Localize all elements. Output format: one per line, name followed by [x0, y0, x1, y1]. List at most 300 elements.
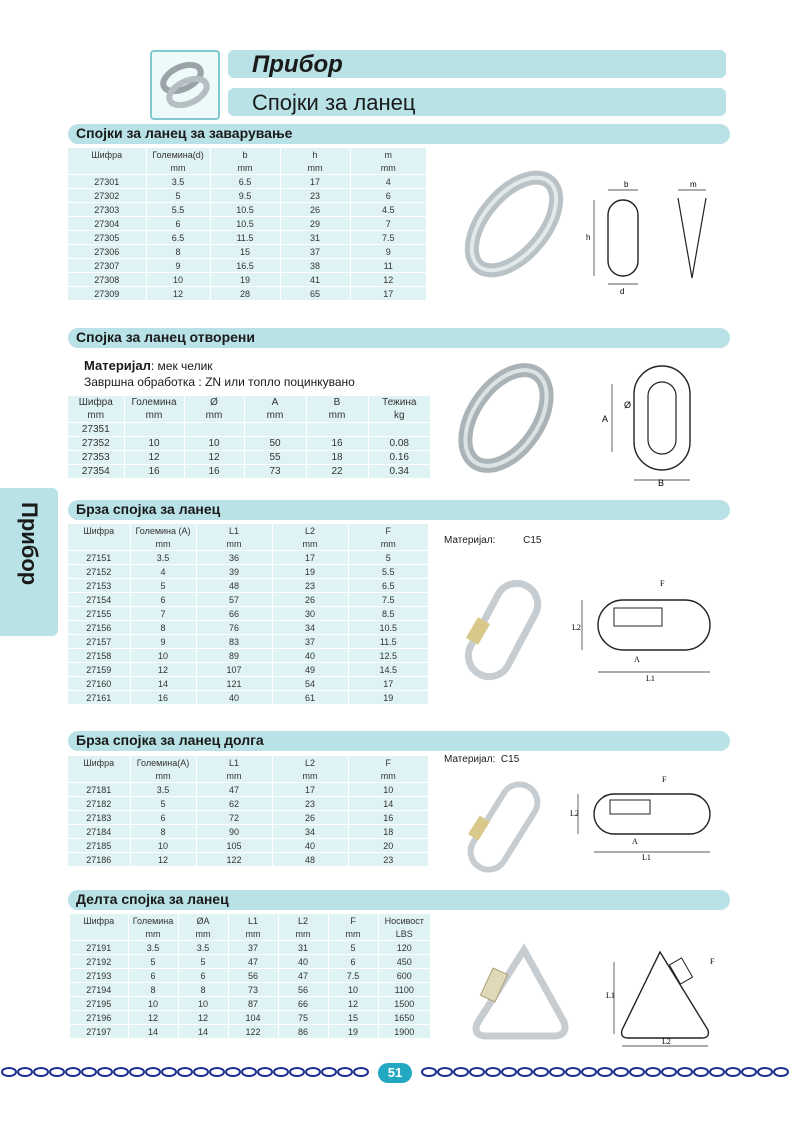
table-header-cell: mm	[348, 537, 428, 551]
chain-link-mark	[662, 1068, 676, 1076]
table-cell: 27155	[68, 607, 130, 621]
table-cell: 27159	[68, 663, 130, 677]
table-header-cell: mm	[228, 927, 278, 941]
table-cell: 16	[124, 465, 184, 479]
table-cell: 5	[348, 551, 428, 565]
chain-link-mark	[646, 1068, 660, 1076]
table-row	[68, 607, 428, 621]
finish-line: Завршна обработка : ZN или топло поцинкувано	[84, 375, 355, 389]
table-cell: 62	[196, 797, 272, 811]
chain-link-mark	[742, 1068, 756, 1076]
dim-a-label: A	[632, 837, 638, 846]
chain-link-mark	[582, 1068, 596, 1076]
table-cell: 87	[228, 997, 278, 1011]
table-cell: 26	[280, 203, 350, 217]
chain-link-mark	[242, 1068, 256, 1076]
table-cell: 5	[178, 955, 228, 969]
table-row	[68, 579, 428, 593]
table-cell: 27185	[68, 839, 130, 853]
chain-link-mark	[422, 1068, 436, 1076]
table-cell: 17	[348, 677, 428, 691]
table-cell: 3.5	[128, 941, 178, 955]
dim-a-label: A	[602, 414, 609, 424]
quick-link-long-drawing	[570, 774, 720, 874]
table-row	[68, 811, 428, 825]
chain-decoration-right	[420, 1066, 794, 1078]
table-cell: 72	[196, 811, 272, 825]
table-cell: 12	[328, 997, 378, 1011]
table-cell: 27182	[68, 797, 130, 811]
chain-link-mark	[322, 1068, 336, 1076]
table-cell: 47	[196, 783, 272, 797]
table-header-row	[68, 769, 428, 783]
chain-link-mark	[486, 1068, 500, 1076]
table-row	[68, 677, 428, 691]
table-row	[68, 245, 426, 259]
table-row	[68, 175, 426, 189]
table-header-row	[68, 524, 428, 537]
dim-l2-label: L2	[662, 1037, 671, 1046]
table-cell: 12	[350, 273, 426, 287]
table-header-cell: mm	[184, 409, 244, 423]
table-cell: 38	[280, 259, 350, 273]
table-cell: 3.5	[130, 783, 196, 797]
table-cell: 1100	[378, 983, 430, 997]
table-cell: 0.16	[368, 451, 430, 465]
table-cell: 36	[196, 551, 272, 565]
table-row	[68, 423, 430, 437]
chain-link-mark	[550, 1068, 564, 1076]
table-cell: 3.5	[146, 175, 210, 189]
table-header-cell: mm	[210, 161, 280, 175]
table-cell: 5.5	[146, 203, 210, 217]
table-header-cell: mm	[280, 161, 350, 175]
table-row	[70, 941, 430, 955]
table-header-cell: Ø	[184, 396, 244, 409]
table-row	[70, 983, 430, 997]
table-header-cell: L2	[278, 914, 328, 927]
table-cell: 37	[280, 245, 350, 259]
table-cell: 61	[272, 691, 348, 705]
table-header-cell: mm	[130, 769, 196, 783]
table-cell: 47	[228, 955, 278, 969]
table-cell: 27193	[70, 969, 128, 983]
table-header-cell: Големина(A)	[130, 756, 196, 769]
section-title: Брза спојка за ланец	[76, 501, 221, 517]
chain-link-mark	[258, 1068, 272, 1076]
table-header-cell: m	[350, 148, 426, 161]
table-cell: 27160	[68, 677, 130, 691]
table-cell: 27184	[68, 825, 130, 839]
table-header-cell: Шифра	[70, 914, 128, 927]
table-cell: 12	[128, 1011, 178, 1025]
table-cell: 5	[146, 189, 210, 203]
table-row	[68, 839, 428, 853]
dim-l2-label: L2	[572, 623, 581, 632]
table-row	[68, 621, 428, 635]
chain-link-mark	[454, 1068, 468, 1076]
table-header-cell: mm	[128, 927, 178, 941]
table-cell: 27351	[68, 423, 124, 437]
table-quick-long	[68, 756, 428, 866]
page-title: Прибор	[252, 51, 343, 78]
table-cell: 9	[146, 259, 210, 273]
table-cell: 14.5	[348, 663, 428, 677]
table-cell: 28	[210, 287, 280, 301]
section-title: Брза спојка за ланец долга	[76, 732, 264, 748]
side-tab	[0, 488, 58, 636]
dim-f-label: F	[710, 957, 715, 966]
table-cell: 5	[128, 955, 178, 969]
table-cell: 56	[228, 969, 278, 983]
table-header-cell: mm	[348, 769, 428, 783]
table-cell: 6	[130, 811, 196, 825]
table-cell: 7.5	[348, 593, 428, 607]
quick-link-drawing	[572, 576, 722, 686]
table-header-row	[68, 409, 430, 423]
table-cell: 14	[130, 677, 196, 691]
table-header-cell	[68, 161, 146, 175]
table-cell: 10	[348, 783, 428, 797]
dim-f-label: F	[660, 579, 665, 588]
quick-link-long-image	[456, 778, 556, 878]
table-header-cell: F	[348, 524, 428, 537]
table-row	[68, 203, 426, 217]
dim-diameter-label: Ø	[624, 400, 632, 410]
table-cell: 5	[328, 941, 378, 955]
quick-link-image	[456, 576, 556, 686]
table-cell: 16.5	[210, 259, 280, 273]
table-header-cell: mm	[196, 769, 272, 783]
chain-link-mark	[518, 1068, 532, 1076]
table-row	[68, 551, 428, 565]
table-cell: 27305	[68, 231, 146, 245]
table-cell: 19	[272, 565, 348, 579]
table-cell: 19	[348, 691, 428, 705]
table-cell: 4.5	[350, 203, 426, 217]
table-row	[68, 465, 430, 479]
chain-link-mark	[470, 1068, 484, 1076]
table-cell: 7.5	[350, 231, 426, 245]
table-cell: 16	[306, 437, 368, 451]
table-cell: 30	[272, 607, 348, 621]
table-header-cell: mm	[178, 927, 228, 941]
table-header-row	[68, 396, 430, 409]
table-cell: 26	[272, 593, 348, 607]
table-cell: 27186	[68, 853, 130, 867]
table-cell: 11.5	[210, 231, 280, 245]
table-cell: 12.5	[348, 649, 428, 663]
table-cell: 76	[196, 621, 272, 635]
table-cell: 37	[272, 635, 348, 649]
table-cell: 40	[272, 839, 348, 853]
chain-link-mark	[566, 1068, 580, 1076]
chain-link-mark	[598, 1068, 612, 1076]
weld-drawing	[580, 178, 730, 298]
table-header-cell: kg	[368, 409, 430, 423]
table-cell	[368, 423, 430, 437]
table-cell: 122	[228, 1025, 278, 1039]
material-note: Материјал: C15	[444, 535, 542, 546]
table-cell: 600	[378, 969, 430, 983]
section-bar-weld	[68, 124, 730, 144]
table-cell: 5.5	[348, 565, 428, 579]
chain-link-mark	[774, 1068, 788, 1076]
table-cell: 29	[280, 217, 350, 231]
table-header-cell: Големина	[128, 914, 178, 927]
section-title: Спојки за ланец за заварување	[76, 125, 293, 141]
table-cell: 10.5	[210, 203, 280, 217]
table-header-cell: F	[348, 756, 428, 769]
table-cell: 27308	[68, 273, 146, 287]
chain-decoration-left	[0, 1066, 372, 1078]
table-header-row	[70, 927, 430, 941]
table-cell: 54	[272, 677, 348, 691]
table-cell: 27196	[70, 1011, 128, 1025]
table-cell: 27197	[70, 1025, 128, 1039]
table-quick	[68, 524, 428, 704]
chain-link-mark	[2, 1068, 16, 1076]
table-cell: 12	[130, 853, 196, 867]
table-cell: 34	[272, 621, 348, 635]
chain-link-mark	[226, 1068, 240, 1076]
page-subtitle: Спојки за ланец	[252, 90, 416, 115]
table-cell: 27154	[68, 593, 130, 607]
chain-link-mark	[694, 1068, 708, 1076]
table-cell: 8	[146, 245, 210, 259]
chain-link-mark	[726, 1068, 740, 1076]
table-cell: 5	[130, 797, 196, 811]
table-cell: 9.5	[210, 189, 280, 203]
table-cell: 14	[178, 1025, 228, 1039]
table-row	[68, 287, 426, 301]
chain-link-mark	[50, 1068, 64, 1076]
chain-link-mark	[130, 1068, 144, 1076]
dim-h-label: h	[586, 233, 591, 242]
table-cell: 17	[272, 783, 348, 797]
weld-link-image	[446, 168, 586, 288]
table-cell: 48	[272, 853, 348, 867]
table-cell: 23	[272, 797, 348, 811]
chain-link-mark	[338, 1068, 352, 1076]
table-cell: 3.5	[130, 551, 196, 565]
table-cell: 6	[130, 593, 196, 607]
table-cell: 31	[278, 941, 328, 955]
table-cell: 56	[278, 983, 328, 997]
dim-a-label: A	[634, 655, 640, 664]
table-row	[68, 231, 426, 245]
table-cell: 8	[130, 621, 196, 635]
chain-link-mark	[162, 1068, 176, 1076]
table-row	[68, 593, 428, 607]
table-cell: 10	[328, 983, 378, 997]
table-row	[68, 565, 428, 579]
table-header-cell: mm	[272, 537, 348, 551]
table-row	[68, 437, 430, 451]
table-cell: 19	[210, 273, 280, 287]
table-cell: 31	[280, 231, 350, 245]
table-cell: 6	[178, 969, 228, 983]
table-cell: 23	[348, 853, 428, 867]
table-cell: 1500	[378, 997, 430, 1011]
table-header-cell: mm	[146, 161, 210, 175]
table-header-cell: F	[328, 914, 378, 927]
table-cell: 107	[196, 663, 272, 677]
chain-link-mark	[82, 1068, 96, 1076]
table-header-cell	[68, 769, 130, 783]
table-cell: 5	[130, 579, 196, 593]
section-bar-quick	[68, 500, 730, 520]
table-cell: 27161	[68, 691, 130, 705]
table-cell: 48	[196, 579, 272, 593]
table-row	[68, 217, 426, 231]
table-cell	[244, 423, 306, 437]
chain-link-mark	[534, 1068, 548, 1076]
section-title: Делта спојка за ланец	[76, 891, 229, 907]
table-cell: 12	[178, 1011, 228, 1025]
table-cell: 27194	[70, 983, 128, 997]
table-cell: 4	[130, 565, 196, 579]
table-header-row	[68, 148, 426, 161]
table-header-cell: h	[280, 148, 350, 161]
table-delta	[70, 914, 430, 1038]
table-header-row	[68, 161, 426, 175]
table-cell: 26	[272, 811, 348, 825]
section-title: Спојка за ланец отворени	[76, 329, 255, 345]
table-cell: 6.5	[146, 231, 210, 245]
table-row	[68, 663, 428, 677]
page-subtitle-bar	[228, 88, 726, 116]
chain-link-mark	[34, 1068, 48, 1076]
table-cell: 105	[196, 839, 272, 853]
table-cell: 27306	[68, 245, 146, 259]
table-cell: 12	[130, 663, 196, 677]
table-header-cell: mm	[68, 409, 124, 423]
material-note: Материјал: C15	[444, 754, 520, 765]
table-cell: 27309	[68, 287, 146, 301]
table-cell: 10	[130, 649, 196, 663]
page-title-bar	[228, 50, 726, 78]
chain-link-mark	[614, 1068, 628, 1076]
table-cell: 8.5	[348, 607, 428, 621]
table-cell: 65	[280, 287, 350, 301]
open-link-image	[444, 360, 584, 480]
dim-b-label: b	[624, 180, 629, 189]
table-cell: 0.08	[368, 437, 430, 451]
table-header-cell: L1	[196, 756, 272, 769]
chain-link-mark	[502, 1068, 516, 1076]
table-header-cell: Носивост	[378, 914, 430, 927]
table-header-cell	[70, 927, 128, 941]
chain-link-icon	[152, 52, 218, 118]
dim-m-label: m	[690, 180, 697, 189]
table-cell: 7	[130, 607, 196, 621]
table-cell: 10	[178, 997, 228, 1011]
table-cell: 50	[244, 437, 306, 451]
table-cell: 66	[196, 607, 272, 621]
table-row	[68, 853, 428, 867]
table-cell: 27352	[68, 437, 124, 451]
table-cell: 6	[146, 217, 210, 231]
table-header-cell: A	[244, 396, 306, 409]
chain-link-mark	[354, 1068, 368, 1076]
table-cell: 49	[272, 663, 348, 677]
table-header-cell: Шифра	[68, 148, 146, 161]
table-cell: 22	[306, 465, 368, 479]
table-cell: 86	[278, 1025, 328, 1039]
chain-link-mark	[146, 1068, 160, 1076]
table-cell: 55	[244, 451, 306, 465]
table-cell: 6.5	[348, 579, 428, 593]
table-cell: 6	[128, 969, 178, 983]
table-header-cell: ØA	[178, 914, 228, 927]
table-cell	[306, 423, 368, 437]
table-header-cell: L2	[272, 524, 348, 537]
table-cell: 27157	[68, 635, 130, 649]
table-cell: 3.5	[178, 941, 228, 955]
table-cell: 18	[306, 451, 368, 465]
table-cell: 90	[196, 825, 272, 839]
table-cell: 10	[124, 437, 184, 451]
table-cell: 121	[196, 677, 272, 691]
table-cell: 10	[130, 839, 196, 853]
table-cell: 12	[124, 451, 184, 465]
table-header-row	[70, 914, 430, 927]
table-cell: 27181	[68, 783, 130, 797]
table-cell: 11	[350, 259, 426, 273]
table-cell: 7.5	[328, 969, 378, 983]
table-header-cell: L1	[228, 914, 278, 927]
chain-link-mark	[274, 1068, 288, 1076]
table-header-cell: L1	[196, 524, 272, 537]
table-cell: 14	[348, 797, 428, 811]
table-cell: 40	[278, 955, 328, 969]
table-header-cell: B	[306, 396, 368, 409]
table-cell: 27192	[70, 955, 128, 969]
table-cell: 83	[196, 635, 272, 649]
table-row	[70, 969, 430, 983]
delta-link-image	[464, 942, 574, 1052]
table-cell: 11.5	[348, 635, 428, 649]
table-cell: 16	[130, 691, 196, 705]
chain-link-mark	[98, 1068, 112, 1076]
table-cell: 14	[128, 1025, 178, 1039]
table-cell: 15	[328, 1011, 378, 1025]
table-header-cell: mm	[196, 537, 272, 551]
page-number: 51	[378, 1063, 412, 1083]
table-weld	[68, 148, 426, 300]
table-cell: 27353	[68, 451, 124, 465]
table-cell: 12	[146, 287, 210, 301]
table-cell: 20	[348, 839, 428, 853]
table-cell: 10	[184, 437, 244, 451]
table-header-cell: b	[210, 148, 280, 161]
table-header-cell: mm	[306, 409, 368, 423]
table-header-cell: mm	[244, 409, 306, 423]
table-cell: 27301	[68, 175, 146, 189]
chain-link-mark	[66, 1068, 80, 1076]
table-cell: 18	[348, 825, 428, 839]
table-cell: 6.5	[210, 175, 280, 189]
dim-l1-label: L1	[646, 674, 655, 683]
table-row	[68, 691, 428, 705]
table-row	[68, 635, 428, 649]
dim-l1-label: L1	[642, 853, 651, 862]
table-row	[68, 825, 428, 839]
section-bar-open	[68, 328, 730, 348]
table-header-cell: Големина	[124, 396, 184, 409]
table-cell: 17	[272, 551, 348, 565]
